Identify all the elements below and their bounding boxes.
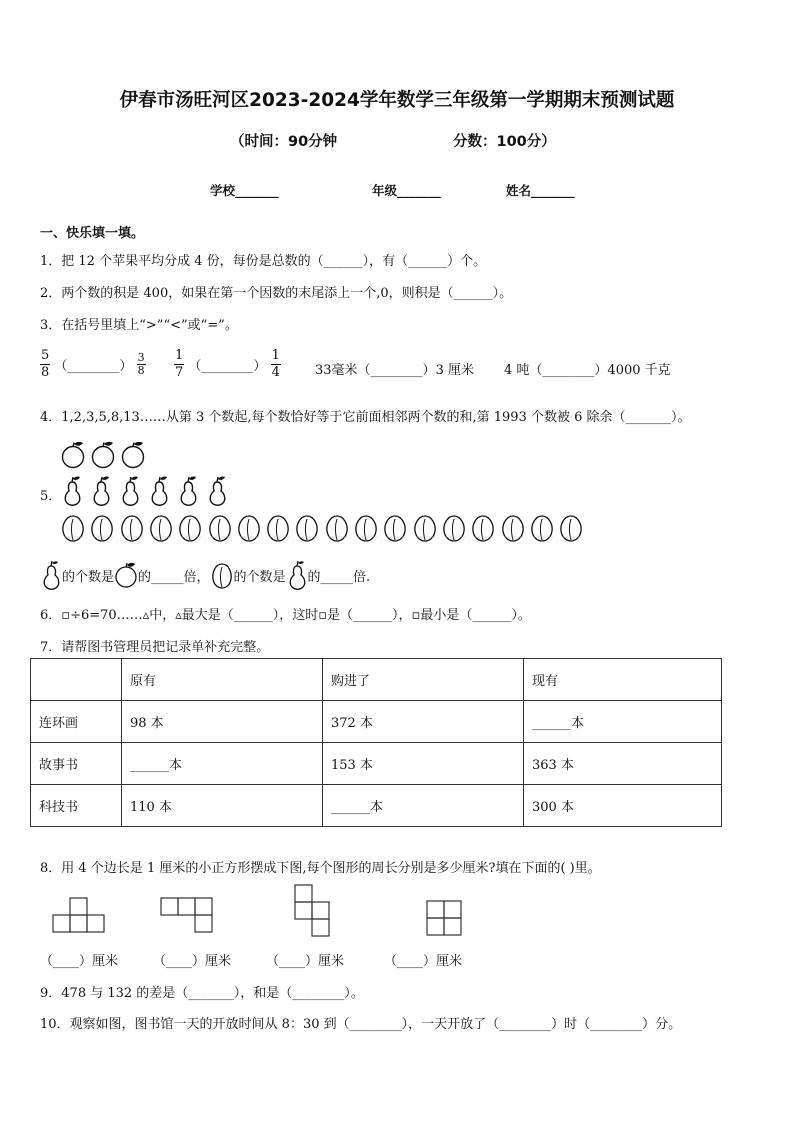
peach-icon [207,513,234,544]
answer-blank[interactable]: （________） [357,363,436,378]
table-cell: 153 本 [323,743,524,785]
table-row [31,785,722,827]
peach-icon [210,561,234,589]
peach-icon [500,513,527,544]
fraction-3-8: $\frac{3}{8}$ [137,351,145,377]
peach-icon [470,513,497,544]
question-2: 2．两个数的积是 400，如果在第一个因数的末尾添上一个,0，则积是（______）。 [40,286,513,301]
peach-icon [119,513,146,544]
fraction-5-8: $\frac{5}{8}$ [41,348,50,380]
peach-icon [236,513,263,544]
peach-icon [89,513,116,544]
peach-icon [441,513,468,544]
table-cell: 372 本 [323,701,524,743]
apple-icon [60,441,88,471]
exam-time: （时间：90分钟 [230,134,338,150]
name-field[interactable]: 姓名_______ [506,183,575,198]
grade-field[interactable]: 年级_______ [372,183,441,198]
table-cell[interactable]: ______本 [122,743,323,785]
q3-item-2 [174,348,281,381]
pear-icon [147,475,173,509]
peach-icon [382,513,409,544]
pear-icon [176,475,202,509]
table-cell: 98 本 [122,701,323,743]
peach-icon [324,513,351,544]
perimeter-answer-1[interactable]: （____）厘米 [40,954,119,969]
question-8: 8．用 4 个边长是 1 厘米的小正方形摆成下图,每个图形的周长分别是多少厘米?填在下面的( )里。 [40,861,601,876]
answer-blank[interactable]: （________） [188,359,267,374]
pear-icon [205,475,231,509]
question-4: 4．1,2,3,5,8,13……从第 3 个数起,每个数恰好等于它前面相邻两个数的和,第 1993 个数被 6 除余（_______）。 [40,410,691,425]
table-cell: 现有 [524,659,722,701]
record-table [30,658,722,827]
pear-icon [40,560,62,590]
table-cell: 购进了 [323,659,524,701]
q3-item-4: 4 吨（________）4000 千克 [504,363,671,378]
peach-icon [294,513,321,544]
pear-icon [89,475,115,509]
peach-icon [265,513,292,544]
q3-item-3: 33毫米（________）3 厘米 [315,363,474,378]
question-1: 1．把 12 个苹果平均分成 4 份，每份是总数的（______），有（______）个。 [40,254,487,269]
peach-icon [353,513,380,544]
square-figure-2 [158,895,216,935]
perimeter-answer-3[interactable]: （____）厘米 [266,954,345,969]
question-6: 6．▫÷6=70……▵中，▵最大是（______），这时▫是（______），▫最小是（______）。 [40,608,531,623]
table-cell: 110 本 [122,785,323,827]
question-7: 7．请帮图书管理员把记录单补充完整。 [40,640,270,655]
answer-blank[interactable]: （________） [54,359,133,374]
pear-icon [118,475,144,509]
answer-blank[interactable]: （________） [529,363,608,378]
exam-score: 分数：100分） [453,134,556,150]
table-header-row [31,659,722,701]
peach-icon [60,513,87,544]
square-figure-4 [424,898,464,938]
table-cell: 连环画 [31,701,122,743]
perimeter-answer-4[interactable]: （____）厘米 [384,954,463,969]
table-cell[interactable]: ______本 [524,701,722,743]
page-title: 伊春市汤旺河区2023-2024学年数学三年级第一学期期末预测试题 [119,90,675,111]
apple-icon [114,562,138,588]
table-cell: 300 本 [524,785,722,827]
table-row [31,701,722,743]
peach-icon [529,513,556,544]
school-field[interactable]: 学校_______ [210,183,279,198]
table-row [31,743,722,785]
q3-item-1 [40,348,146,381]
peach-icon [148,513,175,544]
question-5-number: 5． [40,489,62,504]
question-10: 10．观察如图，图书馆一天的开放时间从 8：30 到（________），一天开放了（________）时（________）分。 [40,1017,682,1032]
table-cell [31,659,122,701]
apple-icon [90,441,118,471]
question-3: 3．在括号里填上“>”“<”或“=”。 [40,318,238,333]
table-cell: 363 本 [524,743,722,785]
pear-icon [60,475,86,509]
apple-icon [120,441,148,471]
table-cell: 故事书 [31,743,122,785]
table-cell: 科技书 [31,785,122,827]
peach-icon [558,513,585,544]
section-heading: 一、快乐填一填。 [40,226,145,241]
square-figure-3 [292,882,332,940]
question-5-text: 的个数是 的_____倍， 的个数是 的_____倍. [40,560,370,590]
square-figure-1 [50,895,108,935]
table-cell: 原有 [122,659,323,701]
fraction-1-4: $\frac{1}{4}$ [271,348,280,380]
fraction-1-7: $\frac{1}{7}$ [175,348,184,380]
perimeter-answer-2[interactable]: （____）厘米 [153,954,232,969]
table-cell[interactable]: ______本 [323,785,524,827]
question-9: 9．478 与 132 的差是（_______），和是（________）。 [40,986,364,1001]
peach-icon [177,513,204,544]
pear-icon [286,560,308,590]
peach-icon [412,513,439,544]
